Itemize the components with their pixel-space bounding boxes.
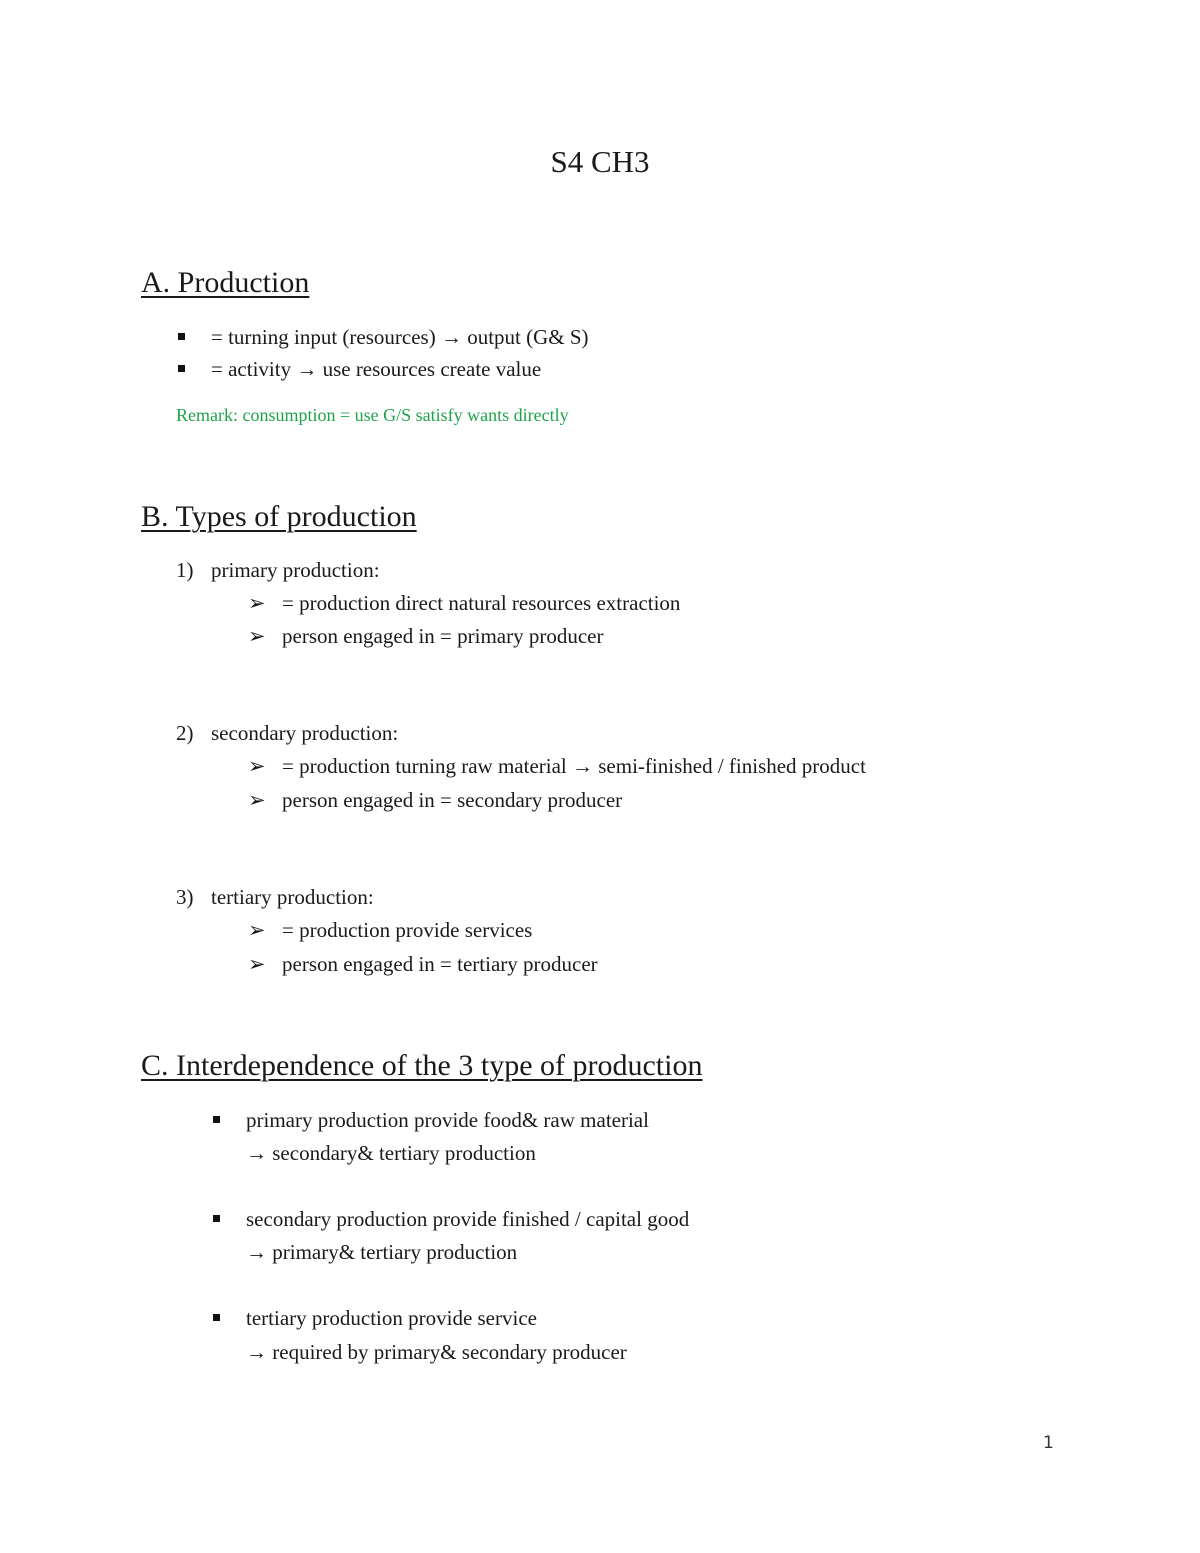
- square-bullet-icon: [178, 365, 185, 372]
- arrowhead-bullet-icon: ➢: [248, 788, 266, 812]
- bullet-continuation: → required by primary& secondary producer: [246, 1340, 627, 1364]
- sub-point: = production direct natural resources extraction: [282, 591, 681, 615]
- list-number: 3): [176, 885, 194, 909]
- section-heading-types-of-production: B. Types of production: [141, 500, 417, 533]
- arrowhead-bullet-icon: ➢: [248, 624, 266, 648]
- square-bullet-icon: [178, 333, 185, 340]
- square-bullet-icon: [213, 1116, 220, 1123]
- page-number: 1: [1043, 1433, 1054, 1453]
- sub-point: = production provide services: [282, 918, 533, 942]
- arrowhead-bullet-icon: ➢: [248, 754, 266, 778]
- arrowhead-bullet-icon: ➢: [248, 591, 266, 615]
- bullet-continuation: → primary& tertiary production: [246, 1240, 518, 1264]
- sub-point: person engaged in = tertiary producer: [282, 952, 598, 976]
- sub-point: person engaged in = primary producer: [282, 624, 604, 648]
- section-heading-production: A. Production: [141, 266, 310, 299]
- section-heading-interdependence: C. Interdependence of the 3 type of production: [141, 1049, 703, 1082]
- square-bullet-icon: [213, 1314, 220, 1321]
- list-item-label: tertiary production:: [211, 885, 374, 909]
- list-number: 2): [176, 721, 194, 745]
- sub-point: person engaged in = secondary producer: [282, 788, 623, 812]
- list-number: 1): [176, 558, 194, 582]
- bullet-text: primary production provide food& raw material: [246, 1108, 649, 1132]
- bullet-continuation: → secondary& tertiary production: [246, 1141, 536, 1165]
- list-item-label: primary production:: [211, 558, 380, 582]
- arrowhead-bullet-icon: ➢: [248, 952, 266, 976]
- square-bullet-icon: [213, 1215, 220, 1222]
- bullet-text: secondary production provide finished / capital good: [246, 1207, 690, 1231]
- remark-note: Remark: consumption = use G/S satisfy wants directly: [176, 405, 569, 425]
- bullet-text: = turning input (resources) → output (G& S): [211, 325, 589, 349]
- sub-point: = production turning raw material → semi-finished / finished product: [282, 754, 866, 778]
- bullet-text: = activity → use resources create value: [211, 357, 542, 381]
- page-title: S4 CH3: [550, 144, 650, 179]
- list-item-label: secondary production:: [211, 721, 399, 745]
- bullet-text: tertiary production provide service: [246, 1306, 537, 1330]
- arrowhead-bullet-icon: ➢: [248, 918, 266, 942]
